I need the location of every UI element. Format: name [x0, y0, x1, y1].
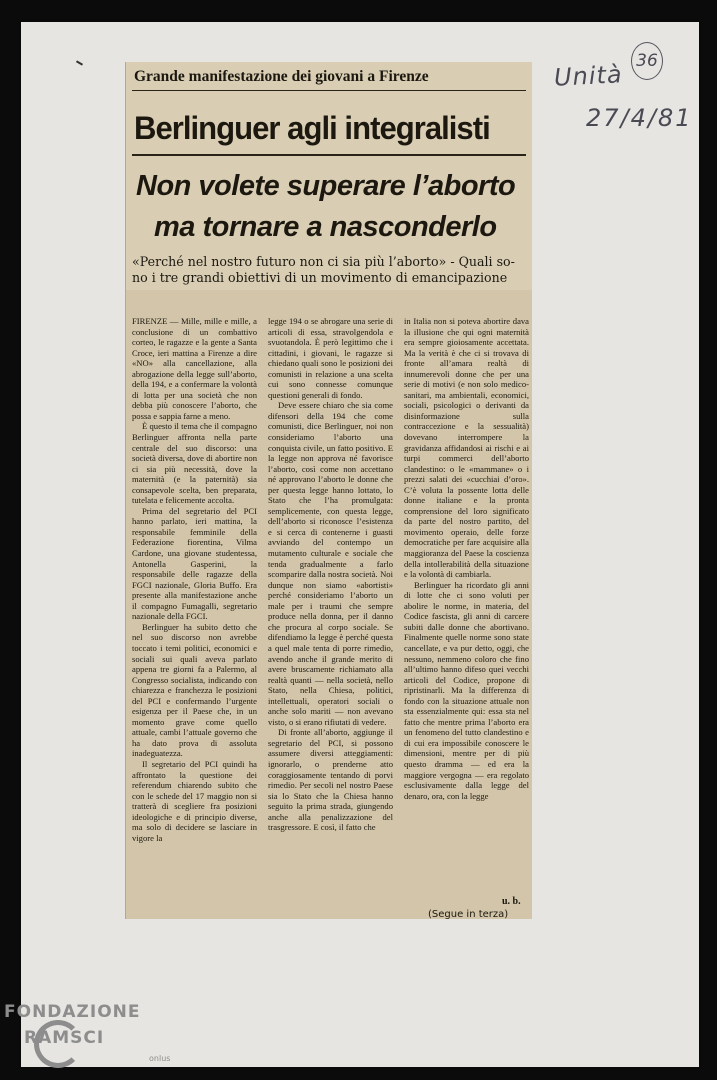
- divider: [132, 154, 526, 156]
- newspaper-clipping: [125, 62, 532, 919]
- fondazione-gramsci-watermark: [4, 1002, 171, 1063]
- archive-sheet: [21, 22, 699, 1067]
- paragraph: Di fronte all’aborto, aggiunge il segretario del PCI, si possono assumere diversi atteggiamenti: ignorarlo, o prenderne atto coraggiosamente tentando di porvi rimedio. Per secoli nel nostro Paese sia lo Stato che la Chiesa hanno seguito la prima strada, giungendo anche alla penalizzazione del trasgressore. E così, il fatto che: [268, 727, 393, 833]
- deck-line-1: «Perché nel nostro futuro non ci sia più l’aborto» - Quali so-: [132, 254, 515, 269]
- gramsci-logo-icon: [34, 1020, 82, 1068]
- continued-note: (Segue in terza): [428, 909, 509, 919]
- paragraph: FIRENZE — Mille, mille e mille, a conclusione di un combattivo corteo, le ragazze e la gente a Santa Croce, ieri mattina a Firenze a dire «NO» alla cancellazione, alla abrogazione della legge sull’aborto, della 194, e a confermare la volontà di lotta per una società che non debba più conoscere l’aborto, che possa e sappia farne a meno.: [132, 316, 257, 421]
- watermark-line-2: RAMSCI: [24, 1028, 105, 1048]
- column-3: [404, 316, 529, 891]
- paragraph: È questo il tema che il compagno Berlinguer affronta nella parte centrale del suo discorso: una società diversa, dove di abortire non ci sia più necessità, dove la maternità (e la paternità) sia consapevole scelta, ben preparata, tutelata e felicemente accolta.: [132, 421, 257, 506]
- paragraph: Prima del segretario del PCI hanno parlato, ieri mattina, la responsabile femminile della Federazione fiorentina, Vilma Cardone, una giovane studentessa, Antonella Gasperini, la responsabile delle ragazze della FGCI nazionale, Gloria Buffo. Era presente alla manifestazione anche il compagno Fumagalli, segretario nazionale della FGCI.: [132, 505, 257, 622]
- watermark-small: onlus: [149, 1054, 171, 1063]
- column-2: [268, 316, 393, 891]
- handwritten-date: 27/4/81: [586, 104, 693, 132]
- paragraph: Deve essere chiaro che sia come difensori della 194 che come comunisti, dice Berlinguer, noi non consideriamo l’aborto una conquista civile, un fatto positivo. E la legge non approva né favorisce l’aborto, così come non accettano né approvano l’aborto le donne che per questa legge hanno lottato, lo Stato che l’ha promulgata: semplicemente, con questa legge, dell’aborto si riconosce l’esistenza e si cerca di contenerne i guasti avviando del contempo un mutamento culturale e sociale che tenda gradualmente a farlo scomparire dalla nostra società. Noi dunque non siamo «abortisti» perché consideriamo l’aborto un male per i traumi che sempre produce nella donna, per il danno che procura al corpo sociale. Se difendiamo la legge è perché questa a quel male tenta di porre rimedio, avendo anche il grande merito di avere bruscamente richiamato alla realtà quanti — nella società, nello Stato, nella Chiesa, politici, intellettuali, operatori sociali o anche solo mariti — non avevano visto, o si erano rifiutati di vedere.: [268, 400, 393, 727]
- article-kicker: Grande manifestazione dei giovani a Firenze: [134, 68, 429, 85]
- article-body: [132, 316, 528, 891]
- column-1: [132, 316, 257, 891]
- article-headline: Berlinguer agli integralisti: [134, 110, 490, 146]
- handwritten-page-number: 36: [631, 42, 663, 80]
- clipping-header: [126, 62, 532, 290]
- main-title-line-2: ma tornare a nasconderlo: [154, 211, 497, 243]
- author-signature: u. b.: [502, 896, 521, 907]
- paragraph: Berlinguer ha subito detto che nel suo discorso non avrebbe toccato i temi politici, economici e sociali sui quali aveva parlato appena tre giorni fa a Palermo, al Congresso socialista, indicando con chiarezza e franchezza le posizioni del PCI e confermando l’urgente esigenza per il Paese che, in un momento grave come quello attuale, cambi l’attuale governo che ha dato prova di assoluta inadeguatezza.: [132, 621, 257, 759]
- deck-line-2: no i tre grandi obiettivi di un movimento di emancipazione: [132, 270, 508, 285]
- article-deck: [132, 254, 528, 286]
- paragraph: legge 194 o se abrogare una serie di articoli di essa, stravolgendola e svuotandola. È però legittimo che i cittadini, i giovani, le ragazze si chiedano quali sono le posizioni dei comunisti in relazione a una scelta cui sono connesse comunque questioni generali di fondo.: [268, 316, 393, 400]
- pencil-mark: [76, 60, 83, 65]
- handwritten-newspaper-name: Unità: [553, 60, 624, 92]
- watermark-line-1: FONDAZIONE: [4, 1002, 141, 1022]
- paragraph: Berlinguer ha ricordato gli anni di lotte che ci sono voluti per abolire le norme, in materia, del Codice fascista, gli anni di carcere subiti dalle donne che abortivano. Finalmente quelle norme sono state cancellate, e va pur detto, oggi, che nessuno, nemmeno coloro che fino all’ultimo hanno difeso quei vecchi articoli del Codice, propone di ripristinarli. Ma la differenza di fondo con la situazione attuale non sta essenzialmente qui: essa sta nel fatto che mentre prima l’aborto era un fenomeno del tutto clandestino e di cui era impossibile conoscere le dimensioni, mentre per di più questo dramma — ed era la maggiore vergogna — era regolato esclusivamente dalla legge del denaro, ora, con la legge: [404, 579, 529, 801]
- paragraph: in Italia non si poteva abortire dava la illusione che qui ogni maternità era sempre gioiosamente accettata. Ma la verità è che ci si trovava di fronte all’amara realtà di innumerevoli donne che per una serie di motivi (e non solo medico-sanitari, ma ambientali, economici, sociali, psicologici o derivanti da disinformazione sulla contraccezione e la sessualità) dovevano interrompere la gravidanza affidandosi ai rischi e ai turpi commerci dell’aborto clandestino: o le «mammane» o i prezzi salati dei «cucchiai d’oro». C’è voluta la possente lotta delle donne italiane e la pronta comprensione del loro significato da parte del nostro partito, del movimento operaio, delle forze democratiche per fare acquisire alla maggioranza del Paese la coscienza della intollerabilità della situazione e la volontà di cambiarla.: [404, 316, 529, 580]
- divider: [132, 90, 526, 91]
- paragraph: Il segretario del PCI quindi ha affrontato la questione dei referendum chiarendo subito che con le schede del 17 maggio non si tratterà di scegliere fra posizioni ideologiche e di principio diverse, ma solo di decidere se lasciare in vigore la: [132, 758, 257, 843]
- main-title-line-1: Non volete superare l’aborto: [136, 170, 516, 202]
